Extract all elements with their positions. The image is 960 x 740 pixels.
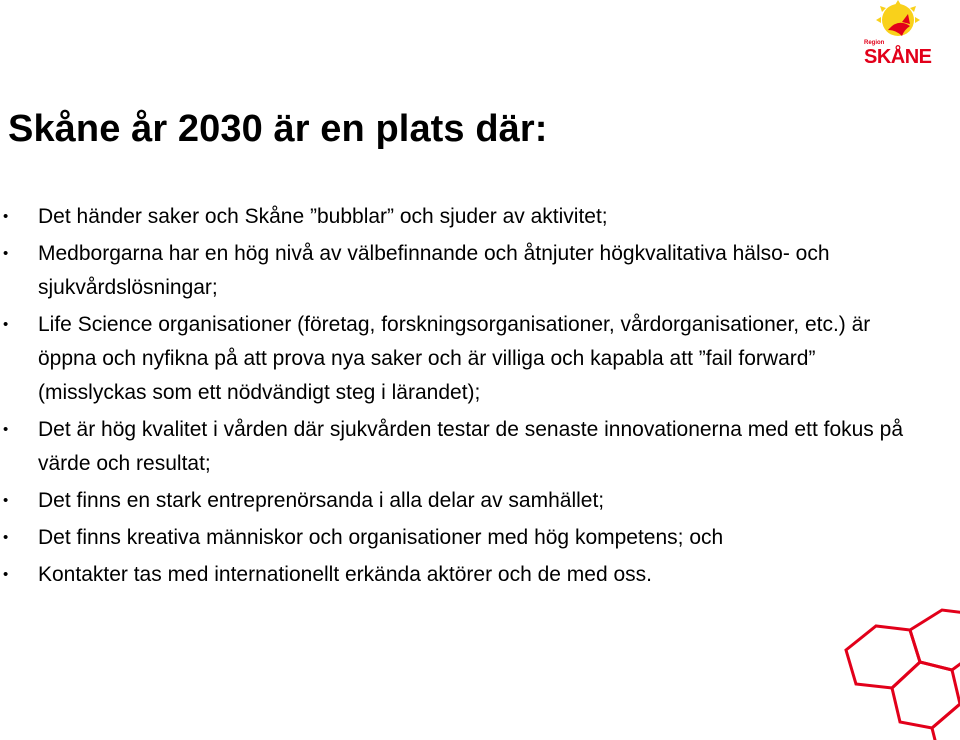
bullet-text: Medborgarna har en hög nivå av välbefinnande och åtnjuter högkvalitativa hälso- och sjukvårdslösningar; [38, 242, 830, 299]
bullet-dot: • [3, 245, 9, 262]
bullet-dot: • [3, 421, 9, 438]
bullet-text: Det finns en stark entreprenörsanda i alla delar av samhället; [38, 489, 605, 512]
bullet-item [0, 521, 920, 555]
bullet-text: Det är hög kvalitet i vården där sjukvården testar de senaste innovationerna med ett fokus på värde och resultat; [38, 418, 903, 475]
bullet-text: Kontakter tas med internationellt erkända aktörer och de med oss. [38, 563, 653, 586]
hexagon-shape [910, 610, 960, 670]
logo-region-text: Region [864, 40, 885, 46]
hexagon-shape [846, 626, 920, 688]
bullet-item [0, 413, 920, 481]
bullet-dot: • [3, 566, 9, 583]
logo-wordmark: SKÅNE [864, 46, 932, 68]
bullet-item [0, 237, 920, 305]
bullet-item [0, 308, 920, 410]
slide-title: Skåne år 2030 är en plats där: [8, 108, 548, 150]
bullet-dot: • [3, 529, 9, 546]
bullet-text: Det händer saker och Skåne ”bubblar” och sjuder av aktivitet; [38, 205, 608, 228]
bullet-item [0, 200, 920, 234]
bullet-text: Det finns kreativa människor och organisationer med hög kompetens; och [38, 526, 724, 549]
bullet-text: Life Science organisationer (företag, forskningsorganisationer, vårdorganisationer, etc.) är öppna och nyfikna på att prova nya saker och är villiga och kapabla att ”fail forward” (misslyckas som ett nödvändigt steg i lärandet); [38, 313, 871, 404]
bullet-dot: • [3, 208, 9, 225]
bullet-dot: • [3, 316, 9, 333]
hexagon-decoration [760, 600, 960, 740]
hexagon-shape [932, 704, 960, 740]
bullet-item [0, 484, 920, 518]
bullet-dot: • [3, 492, 9, 509]
bullet-item [0, 558, 920, 592]
hexagon-shape [892, 662, 960, 728]
region-skane-logo [858, 0, 942, 72]
bullet-list [0, 200, 920, 595]
